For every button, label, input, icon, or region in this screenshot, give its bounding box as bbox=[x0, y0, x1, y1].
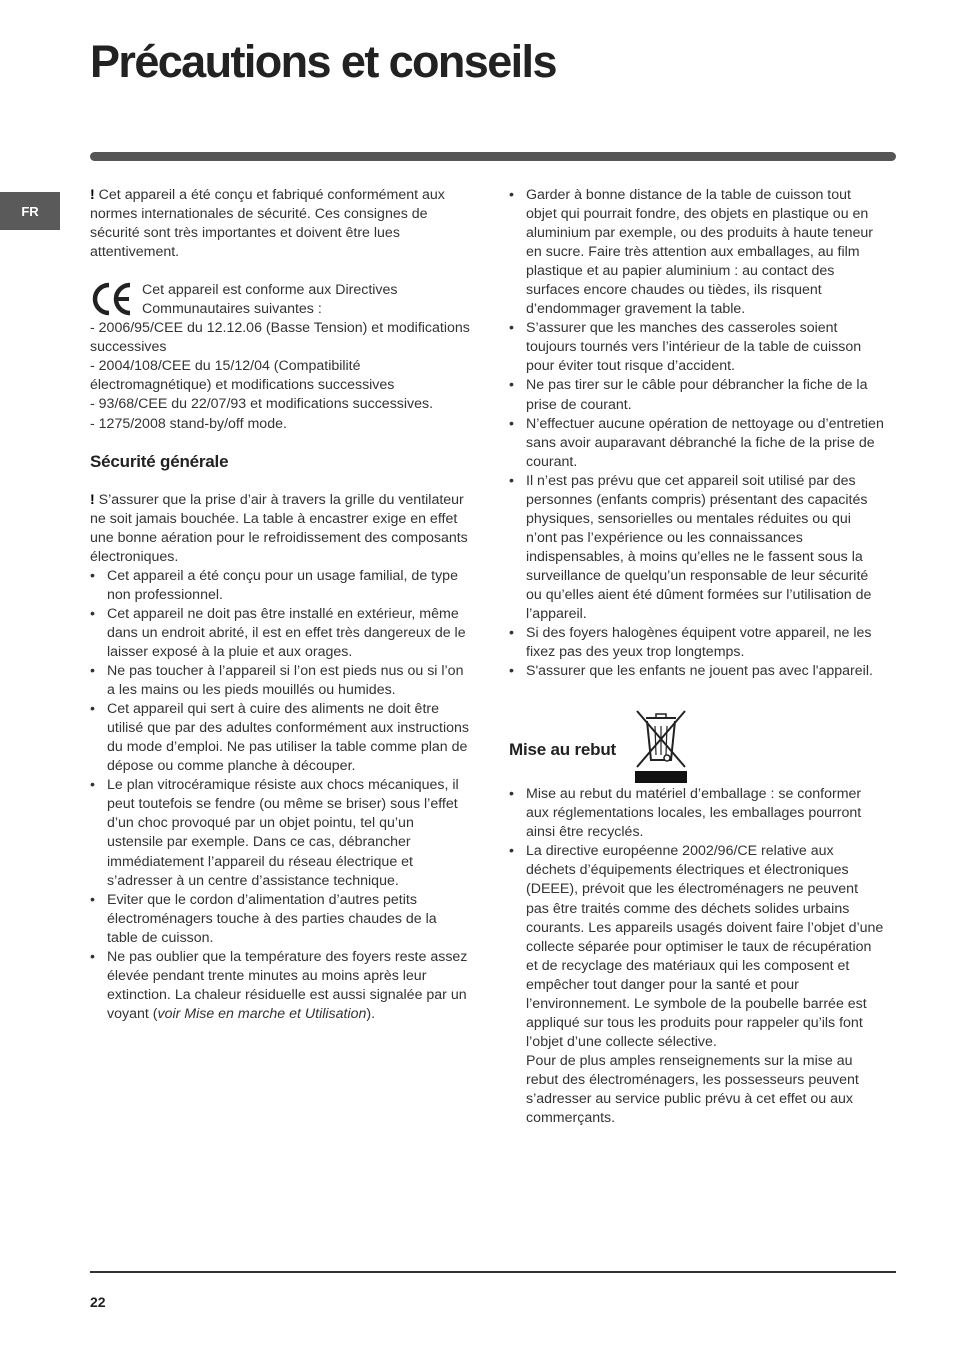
section-heading-rebut: Mise au rebut bbox=[509, 740, 616, 760]
warning-mark: ! bbox=[90, 491, 95, 508]
list-item: • La directive européenne 2002/96/CE relative aux déchets d’équipements électriques et électroniques (DEEE), prévoit que les électroménagers ne peuvent pas être traités comme des déchets solides urbains courants. Les appareils usagés doivent faire l’objet d’une collecte séparée pour optimiser le taux de récupération et de recyclage des matériaux qui les composent et empêcher tout danger pour la santé et pour l’environnement. Le symbole de la poubelle barrée est appliqué sur tous les produits pour rappeler qu’ils font l’objet d’une collecte sélective. Pour de plus amples renseignements sur la mise au rebut des électroménagers, les possesseurs peuvent s’adresser au service public prévu à cet effet ou aux commerçants. bbox=[509, 842, 884, 1128]
ce-text: Cet appareil est conforme aux Directives Communautaires suivantes : bbox=[142, 282, 398, 318]
list-item: • Cet appareil ne doit pas être installé en extérieur, même dans un endroit abrité, il est en effet très dangereux de le laisser exposé à la pluie et aux orages. bbox=[90, 605, 470, 662]
language-tab: FR bbox=[0, 192, 60, 230]
crossed-out-bin-icon bbox=[634, 709, 688, 783]
list-item: • Eviter que le cordon d’alimentation d’autres petits électroménagers touche à des parties chaudes de la table de cuisson. bbox=[90, 891, 470, 948]
list-item: • S’assurer que les manches des casseroles soient toujours tournés vers l’intérieur de la table de cuisson pour éviter tout risque d’accident. bbox=[509, 319, 884, 376]
precautions-list bbox=[509, 186, 884, 681]
list-item: • Le plan vitrocéramique résiste aux chocs mécaniques, il peut toutefois se fendre (ou même se briser) sous l’effet d’un choc provoqué par un objet pointu, tel qu’un ustensile par exemple. Dans ce cas, débrancher immédiatement l’appareil du réseau électrique et s’adresser à un centre d’assistance technique. bbox=[90, 776, 470, 890]
warning-mark: ! bbox=[90, 187, 95, 203]
securite-intro: ! S’assurer que la prise d’air à travers la grille du ventilateur ne soit jamais bouchée. La table à encastrer exige en effet une bonne aération pour le refroidissement des composants électroniques. bbox=[90, 491, 468, 565]
list-item: • Cet appareil a été conçu pour un usage familial, de type non professionnel. bbox=[90, 567, 470, 605]
left-column bbox=[90, 186, 470, 1024]
title-divider bbox=[90, 152, 896, 161]
ce-line: - 93/68/CEE du 22/07/93 et modifications successives. bbox=[90, 396, 434, 413]
ce-line: - 2004/108/CEE du 15/12/04 (Compatibilité électromagnétique) et modifications successives bbox=[90, 358, 395, 394]
list-item: • Cet appareil qui sert à cuire des aliments ne doit être utilisé que par des adultes conformément aux instructions du mode d’emploi. Ne pas utiliser la table comme plan de dépose ou comme planche à découper. bbox=[90, 700, 470, 776]
list-item: • Il n’est pas prévu que cet appareil soit utilisé par des personnes (enfants compris) présentant des capacités physiques, sensorielles ou mentales réduites ou qui n’ont pas l’expérience ou les connaissances indispensables, à moins qu’elles ne le fassent sous la surveillance de quelqu’un responsable de leur sécurité ou qu’elles aient été dûment formées sur l’utilisation de l’appareil. bbox=[509, 472, 884, 624]
ce-mark-icon bbox=[90, 281, 136, 317]
right-column bbox=[509, 186, 884, 1128]
ce-line: - 2006/95/CEE du 12.12.06 (Basse Tension) et modifications successives bbox=[90, 320, 470, 356]
list-item: • Ne pas toucher à l’appareil si l’on est pieds nus ou si l’on a les mains ou les pieds mouillés ou humides. bbox=[90, 662, 470, 700]
rebut-extra-text: Pour de plus amples renseignements sur la mise au rebut des électroménagers, les possesseurs peuvent s’adresser au service public prévu à cet effet ou aux commerçants. bbox=[526, 1052, 859, 1127]
section-heading-securite: Sécurité générale bbox=[90, 451, 229, 471]
rebut-header bbox=[509, 709, 884, 785]
list-item: • Garder à bonne distance de la table de cuisson tout objet qui pourrait fondre, des objets en plastique ou en aluminium par exemple, ou des produits à haute teneur en sucre. Faire très attention aux emballages, au film plastique et au papier aluminium : au contact des surfaces encore chaudes ou tièdes, ils risquent d’endommager gravement la table. bbox=[509, 186, 884, 319]
list-item: • S'assurer que les enfants ne jouent pas avec l'appareil. bbox=[509, 662, 884, 681]
rebut-list bbox=[509, 785, 884, 1128]
list-item: • Ne pas tirer sur le câble pour débrancher la fiche de la prise de courant. bbox=[509, 376, 884, 414]
list-item: • N’effectuer aucune opération de nettoyage ou d’entretien sans avoir auparavant débranché la fiche de la prise de courant. bbox=[509, 415, 884, 472]
ce-conformity-block bbox=[90, 281, 470, 433]
securite-list bbox=[90, 567, 470, 1024]
cross-reference: voir Mise en marche et Utilisation bbox=[157, 1005, 367, 1022]
list-item: • Ne pas oublier que la température des foyers reste assez élevée pendant trente minutes au moins après leur extinction. La chaleur résiduelle est aussi signalée par un voyant (voir Mise en marche et Utilisation). bbox=[90, 948, 470, 1024]
footer-divider bbox=[90, 1271, 896, 1273]
list-item: • Si des foyers halogènes équipent votre appareil, ne les fixez pas des yeux trop longtemps. bbox=[509, 624, 884, 662]
list-item: • Mise au rebut du matériel d’emballage : se conformer aux réglementations locales, les emballages pourront ainsi être recyclés. bbox=[509, 785, 884, 842]
page-title: Précautions et conseils bbox=[90, 36, 556, 87]
page-number: 22 bbox=[90, 1294, 106, 1310]
ce-line: - 1275/2008 stand-by/off mode. bbox=[90, 415, 287, 432]
intro-paragraph: ! Cet appareil a été conçu et fabriqué conformément aux normes internationales de sécurité. Ces consignes de sécurité sont très importantes et doivent être lues attentivement. bbox=[90, 187, 445, 261]
